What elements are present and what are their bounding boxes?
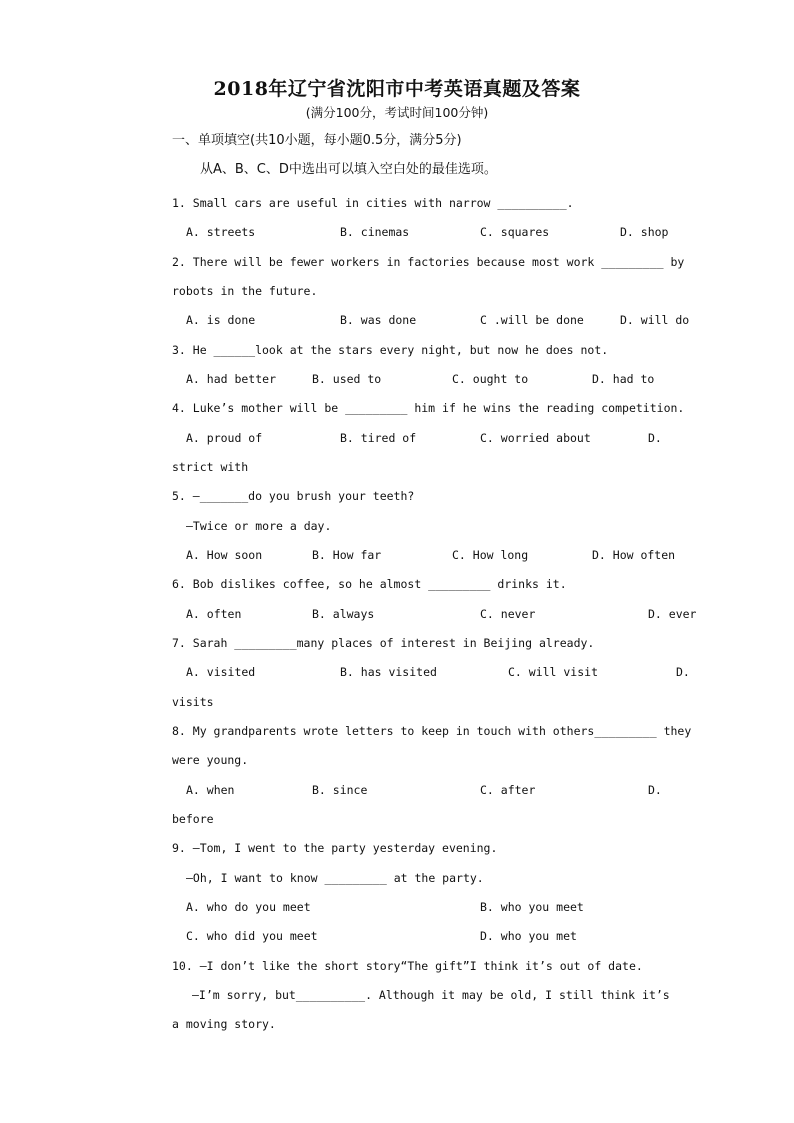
question-4-option-d: D.	[648, 431, 662, 445]
question-6-option-a: A. often	[186, 607, 242, 621]
question-8-option-c: C. after	[480, 783, 536, 797]
question-1-option-b: B. cinemas	[340, 225, 410, 239]
question-6-option-d: D. ever	[648, 607, 697, 621]
question-8-option-d-text: before	[172, 812, 214, 826]
question-5-stem: 5. —_______do you brush your teeth?	[172, 489, 415, 503]
question-7-option-c: C. will visit	[508, 665, 599, 679]
question-2-option-d: D. will do	[620, 313, 690, 327]
question-4-option-b: B. tired of	[340, 431, 417, 445]
question-1-option-d: D. shop	[620, 225, 669, 239]
question-3-option-b: B. used to	[312, 372, 382, 386]
question-7-option-a: A. visited	[186, 665, 256, 679]
question-7-option-d-text: visits	[172, 695, 214, 709]
question-10-reply: —I’m sorry, but__________. Although it may be old, I still think it’s	[192, 988, 670, 1002]
question-9-reply: —Oh, I want to know _________ at the party.	[186, 871, 484, 885]
question-4-option-c: C. worried about	[480, 431, 591, 445]
question-2-option-b: B. was done	[340, 313, 417, 327]
question-5-reply: —Twice or more a day.	[186, 519, 332, 533]
question-5-option-c: C. How long	[452, 548, 529, 562]
question-6-option-b: B. always	[312, 607, 375, 621]
question-8-option-d: D.	[648, 783, 662, 797]
question-5-option-d: D. How often	[592, 548, 676, 562]
question-4-option-d-text: strict with	[172, 460, 249, 474]
question-8-option-b: B. since	[312, 783, 368, 797]
question-1-option-a: A. streets	[186, 225, 256, 239]
question-9-option-b: B. who you meet	[480, 900, 584, 914]
question-9-stem: 9. —Tom, I went to the party yesterday evening.	[172, 841, 498, 855]
section-heading: 一、单项填空(共10小题，每小题0.5分，满分5分)	[172, 133, 462, 148]
question-7-option-d: D.	[676, 665, 690, 679]
question-3-stem: 3. He ______look at the stars every night, but now he does not.	[172, 343, 609, 357]
question-10-stem: 10. —I don’t like the short story“The gift”I think it’s out of date.	[172, 959, 643, 973]
question-9-option-c: C. who did you meet	[186, 929, 318, 943]
instruction: 从A、B、C、D中选出可以填入空白处的最佳选项。	[200, 162, 497, 177]
question-2-stem: 2. There will be fewer workers in factories because most work _________ by	[172, 255, 685, 269]
question-7-option-b: B. has visited	[340, 665, 437, 679]
question-8-stem: 8. My grandparents wrote letters to keep in touch with others_________ they	[172, 724, 692, 738]
question-2-option-c: C .will be done	[480, 313, 584, 327]
question-1-option-c: C. squares	[480, 225, 550, 239]
question-10-reply-cont: a moving story.	[172, 1017, 276, 1031]
question-7-stem: 7. Sarah _________many places of interest in Beijing already.	[172, 636, 595, 650]
question-5-option-b: B. How far	[312, 548, 382, 562]
question-4-option-a: A. proud of	[186, 431, 263, 445]
page-subtitle: (满分100分，考试时间100分钟)	[305, 105, 489, 120]
question-1-stem: 1. Small cars are useful in cities with narrow __________.	[172, 196, 574, 210]
question-2-stem-cont: robots in the future.	[172, 284, 318, 298]
question-5-option-a: A. How soon	[186, 548, 263, 562]
question-4-stem: 4. Luke’s mother will be _________ him if he wins the reading competition.	[172, 401, 685, 415]
question-8-option-a: A. when	[186, 783, 235, 797]
question-3-option-d: D. had to	[592, 372, 655, 386]
question-9-option-a: A. who do you meet	[186, 900, 311, 914]
question-3-option-c: C. ought to	[452, 372, 529, 386]
question-2-option-a: A. is done	[186, 313, 256, 327]
question-3-option-a: A. had better	[186, 372, 277, 386]
question-6-option-c: C. never	[480, 607, 536, 621]
question-9-option-d: D. who you met	[480, 929, 577, 943]
question-6-stem: 6. Bob dislikes coffee, so he almost _________ drinks it.	[172, 577, 567, 591]
page-title: 2018年辽宁省沈阳市中考英语真题及答案	[213, 78, 581, 100]
question-8-stem-cont: were young.	[172, 753, 249, 767]
